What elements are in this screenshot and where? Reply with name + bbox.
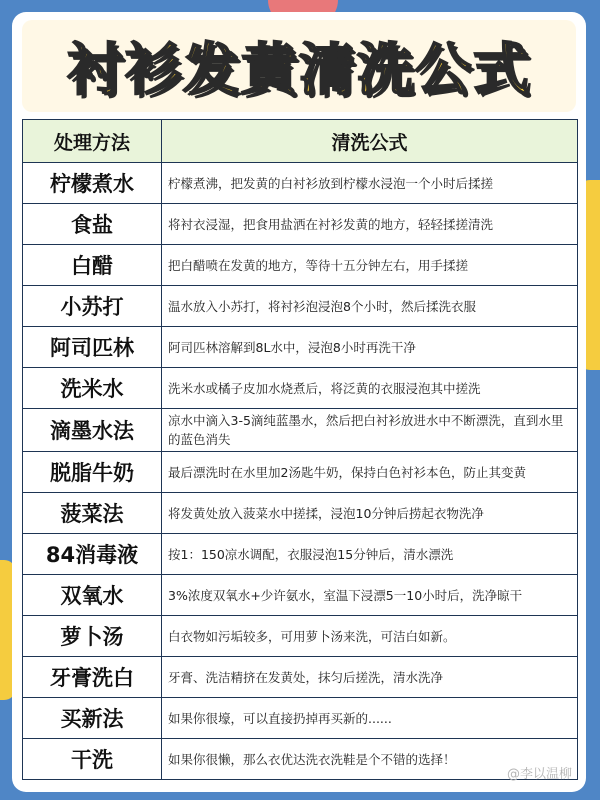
formula-cell: 洗米水或橘子皮加水烧煮后，将泛黄的衣服浸泡其中搓洗	[162, 368, 578, 409]
formula-cell: 白衣物如污垢较多，可用萝卜汤来洗，可洁白如新。	[162, 616, 578, 657]
method-cell: 阿司匹林	[23, 327, 162, 368]
table-row	[23, 163, 578, 204]
formula-cell: 温水放入小苏打，将衬衫泡浸泡8个小时，然后揉洗衣服	[162, 286, 578, 327]
table-row	[23, 452, 578, 493]
formula-cell: 如果你很壕，可以直接扔掉再买新的......	[162, 698, 578, 739]
method-cell: 洗米水	[23, 368, 162, 409]
table-row	[23, 739, 578, 780]
header-method: 处理方法	[23, 120, 162, 163]
formula-cell: 3%浓度双氧水+少许氨水，室温下浸漂5一10小时后，洗净晾干	[162, 575, 578, 616]
method-cell: 滴墨水法	[23, 409, 162, 452]
method-cell: 双氧水	[23, 575, 162, 616]
page-title: 衬衫发黄清洗公式	[67, 38, 531, 103]
table-header-row	[23, 120, 578, 163]
table-row	[23, 534, 578, 575]
table-row	[23, 698, 578, 739]
method-cell: 干洗	[23, 739, 162, 780]
formula-cell: 牙膏、洗洁精挤在发黄处，抹匀后搓洗，清水洗净	[162, 657, 578, 698]
formula-cell: 把白醋喷在发黄的地方，等待十五分钟左右，用手揉搓	[162, 245, 578, 286]
method-cell: 84消毒液	[23, 534, 162, 575]
table-row	[23, 204, 578, 245]
formula-cell: 最后漂洗时在水里加2汤匙牛奶，保持白色衬衫本色，防止其变黄	[162, 452, 578, 493]
table-row	[23, 409, 578, 452]
formula-cell: 阿司匹林溶解到8L水中，浸泡8小时再洗干净	[162, 327, 578, 368]
method-cell: 买新法	[23, 698, 162, 739]
table-row	[23, 245, 578, 286]
method-cell: 菠菜法	[23, 493, 162, 534]
title-banner	[22, 20, 576, 112]
content-card	[12, 12, 586, 792]
formula-cell: 按1：150凉水调配，衣服浸泡15分钟后，清水漂洗	[162, 534, 578, 575]
method-cell: 柠檬煮水	[23, 163, 162, 204]
method-cell: 小苏打	[23, 286, 162, 327]
table-row	[23, 493, 578, 534]
method-cell: 萝卜汤	[23, 616, 162, 657]
method-cell: 白醋	[23, 245, 162, 286]
table-row	[23, 616, 578, 657]
method-cell: 食盐	[23, 204, 162, 245]
table-row	[23, 368, 578, 409]
formula-cell: 将衬衣浸湿，把食用盐洒在衬衫发黄的地方，轻轻揉搓清洗	[162, 204, 578, 245]
method-cell: 牙膏洗白	[23, 657, 162, 698]
table-row	[23, 575, 578, 616]
table-row	[23, 327, 578, 368]
formula-cell: 如果你很懒，那么衣优达洗衣洗鞋是个不错的选择！	[162, 739, 578, 780]
formula-cell: 凉水中滴入3-5滴纯蓝墨水，然后把白衬衫放进水中不断漂洗，直到水里的蓝色消失	[162, 409, 578, 452]
header-formula: 清洗公式	[162, 120, 578, 163]
method-cell: 脱脂牛奶	[23, 452, 162, 493]
table-row	[23, 657, 578, 698]
cleaning-table	[22, 119, 578, 780]
formula-cell: 柠檬煮沸，把发黄的白衬衫放到柠檬水浸泡一个小时后揉搓	[162, 163, 578, 204]
formula-cell: 将发黄处放入菠菜水中搓揉，浸泡10分钟后捞起衣物洗净	[162, 493, 578, 534]
watermark: @李以温柳	[506, 767, 572, 782]
table-row	[23, 286, 578, 327]
